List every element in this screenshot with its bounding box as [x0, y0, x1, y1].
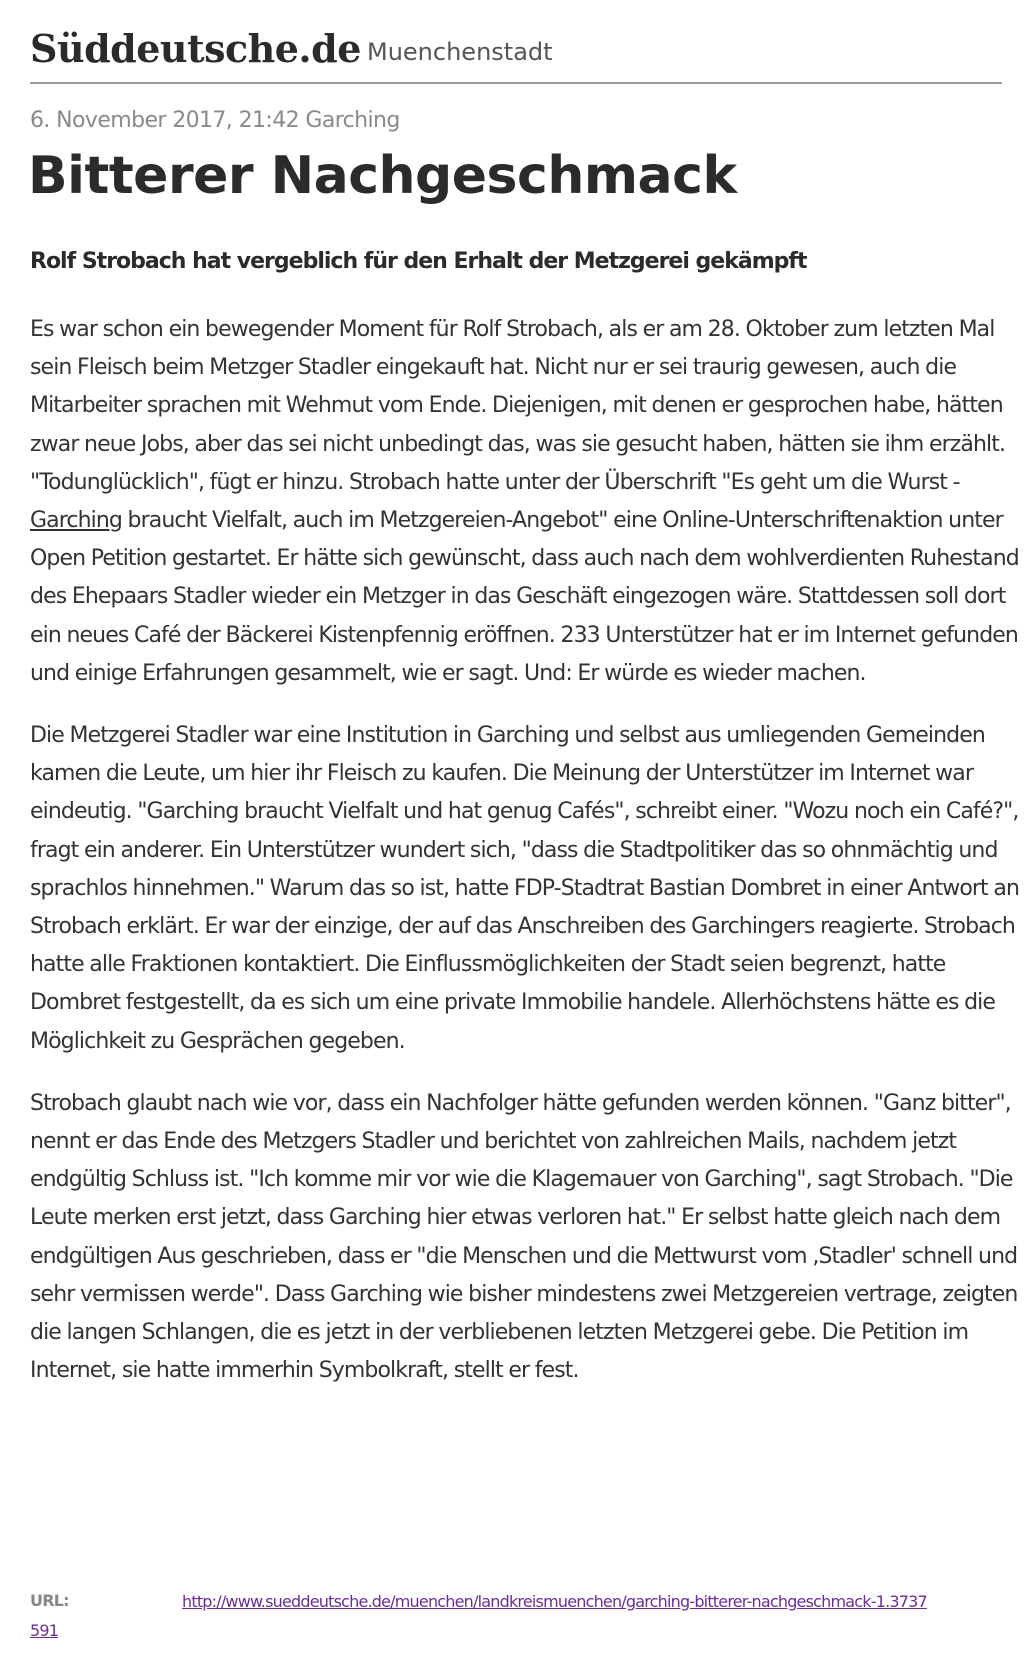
article-title: Bitterer Nachgeschmack — [28, 146, 737, 206]
site-header — [30, 20, 1002, 84]
article-subtitle: Rolf Strobach hat vergeblich für den Erhalt der Metzgerei gekämpft — [30, 249, 807, 274]
garching-link[interactable]: Garching — [30, 508, 122, 534]
article-paragraph: Strobach glaubt nach wie vor, dass ein Nachfolger hätte gefunden werden können. "Ganz bitter", nennt er das Ende des Metzgers Stadler und berichtet von zahlreichen Mails, nachdem jetzt endgültig Schluss ist. "Ich komme mir vor wie die Klagemauer von Garching", sagt Strobach. "Die Leute merken erst jetzt, dass Garching hier etwas verloren hat." Er selbst hatte gleich nach dem endgültigen Aus geschrieben, dass er "die Menschen und die Mettwurst vom ‚Stadler' schnell und sehr vermissen werde". Dass Garching wie bisher mindestens zwei Metzgereien vertrage, zeigten die langen Schlangen, die es jetzt in der verbliebenen letzten Metzgerei gebe. Die Petition im Internet, sie hatte immerhin Symbolkraft, stellt er fest. — [30, 1090, 1018, 1384]
article-body — [30, 311, 1022, 1414]
paragraph-text: braucht Vielfalt, auch im Metzgereien-Angebot" eine Online-Unterschriftenaktion unter Open Petition gestartet. Er hätte sich gewünscht, dass auch nach dem wohlverdienten Ruhestand des Ehepaars Stadler wieder ein Metzger in das Geschäft eingezogen wäre. Stattdessen soll dort ein neues Café der Bäckerei Kistenpfennig eröffnen. 233 Unterstützer hat er im Internet gefunden und einige Erfahrungen gesammelt, wie er sagt. Und: Er würde es wieder machen. — [30, 508, 1019, 686]
section-name[interactable]: Muenchenstadt — [367, 38, 553, 66]
url-label: URL: — [30, 1591, 69, 1610]
paragraph-text: Es war schon ein bewegender Moment für Rolf Strobach, als er am 28. Oktober zum letzten Mal sein Fleisch beim Metzger Stadler eingekauft hat. Nicht nur er sei traurig gewesen, auch die Mitarbeiter sprachen mit Wehmut vom Ende. Diejenigen, mit denen er gesprochen habe, hätten zwar neue Jobs, aber das sei nicht unbedingt das, was sie gesucht haben, hätten sie ihm erzählt. "Todunglücklich", fügt er hinzu. Strobach hatte unter der Überschrift "Es geht um die Wurst - — [30, 317, 1006, 495]
article-url-link[interactable]: http://www.sueddeutsche.de/muenchen/landkreismuenchen/garching-bitterer-nachgeschmack-1.3737591 — [30, 1592, 927, 1640]
article-paragraph — [30, 311, 1022, 693]
article-paragraph: Die Metzgerei Stadler war eine Institution in Garching und selbst aus umliegenden Gemeinden kamen die Leute, um hier ihr Fleisch zu kaufen. Die Meinung der Unterstützer im Internet war eindeutig. "Garching braucht Vielfalt und hat genug Cafés", schreibt einer. "Wozu noch ein Café?", fragt ein anderer. Ein Unterstützer wundert sich, "dass die Stadtpolitiker das so ohnmächtig und sprachlos hinnehmen." Warum das so ist, hatte FDP-Stadtrat Bastian Dombret in einer Antwort an Strobach erklärt. Er war der einzige, der auf das Anschreiben des Garchingers reagierte. Strobach hatte alle Fraktionen kontaktiert. Die Einflussmöglichkeiten der Stadt seien begrenzt, hatte Dombret festgestellt, da es sich um eine private Immobilie handele. Allerhöchstens hätte es die Möglichkeit zu Gesprächen gegeben. — [30, 723, 1020, 1054]
article-dateline: 6. November 2017, 21:42 Garching — [30, 108, 400, 133]
site-logo[interactable]: Süddeutsche.de — [30, 26, 361, 71]
